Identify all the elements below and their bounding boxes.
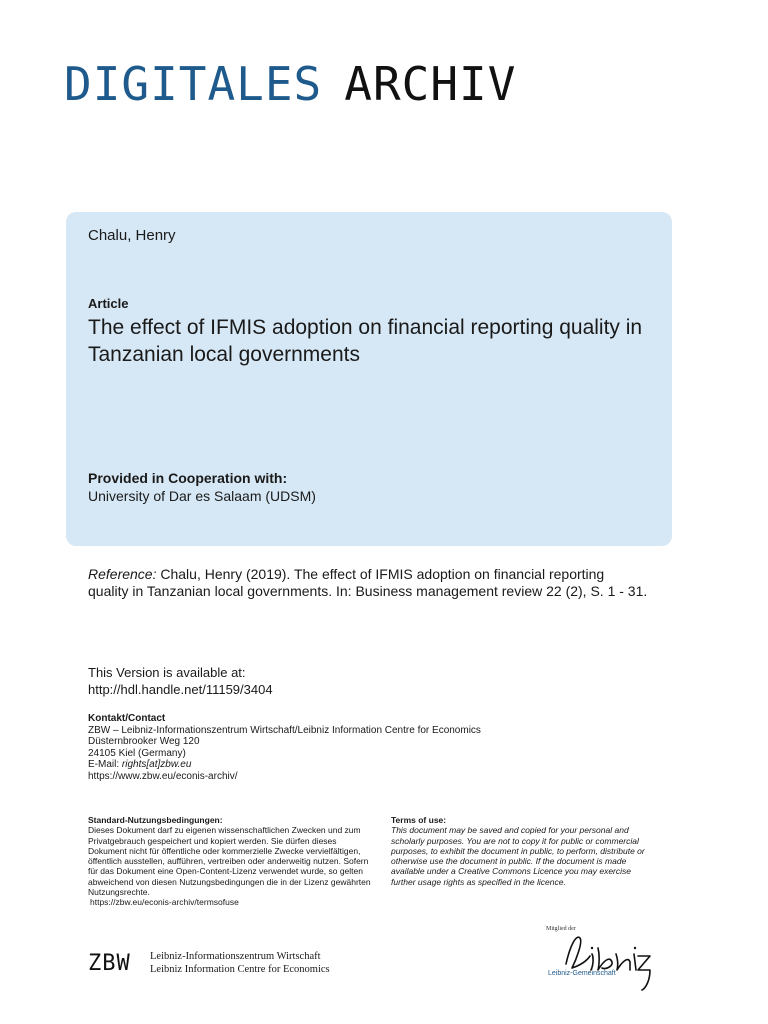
record-card — [66, 212, 672, 546]
leibniz-signature-icon — [546, 926, 656, 996]
terms-heading: Terms of use: — [391, 815, 447, 825]
cooperation-label: Provided in Cooperation with: — [88, 470, 288, 486]
usage-terms-body: Dieses Dokument darf zu eigenen wissenschaftlichen Zwecken und zum Privatgebrauch gespeichert und kopiert werden. Sie dürfen dieses Dokument nicht für öffentliche oder kommerzielle Zwecke vervielfältigen, öffentlich ausstellen, aufführen, vertreiben oder anderweitig nutzen. Sofern für das Dokument eine Open-Content-Lizenz verwendet wurde, so gelten abweichend von diesen Nutzungsbedingungen die in der Lizenz gewährten Nutzungsrechte. — [88, 825, 371, 898]
zbw-logo: ZBW — [88, 951, 131, 976]
contact-city: 24105 Kiel (Germany) — [88, 747, 186, 759]
contact-email-line — [88, 759, 481, 771]
author: Chalu, Henry — [88, 227, 176, 244]
contact-email-label: E-Mail: — [88, 759, 122, 770]
member-label: Mitglied der — [546, 926, 576, 932]
leibniz-membership-logo — [546, 926, 656, 996]
contact-org: ZBW – Leibniz-Informationszentrum Wirtschaft/Leibniz Information Centre for Economics — [88, 724, 481, 736]
leibniz-gemeinschaft-label: Leibniz-Gemeinschaft — [548, 970, 616, 977]
reference-label: Reference: — [88, 566, 157, 582]
usage-terms-heading: Standard-Nutzungsbedingungen: — [88, 815, 223, 825]
contact-block — [88, 713, 481, 782]
contact-email[interactable]: rights[at]zbw.eu — [121, 759, 192, 770]
logo-word-archiv: ARCHIV — [344, 57, 517, 111]
document-title: The effect of IFMIS adoption on financial reporting quality in Tanzanian local governments — [88, 316, 643, 366]
terms-body: This document may be saved and copied for your personal and scholarly purposes. You are not to copy it for public or commercial purposes, to exhibit the document in public, to perform, distribute or otherwise use the document in public. If the document is made available under a Creative Commons Licence you may exercise further usage rights as specified in the licence. — [391, 825, 645, 887]
document-type: Article — [88, 296, 129, 311]
contact-heading: Kontakt/Contact — [88, 713, 166, 724]
zbw-name-de: Leibniz-Informationszentrum Wirtschaft — [150, 951, 321, 962]
version-label: This Version is available at: — [88, 665, 246, 680]
version-url[interactable]: http://hdl.handle.net/11159/3404 — [88, 682, 273, 697]
zbw-names — [150, 951, 330, 976]
contact-street: Düsternbrooker Weg 120 — [88, 736, 200, 747]
version-info — [88, 664, 273, 698]
logo-word-digitales: DIGITALES — [64, 57, 323, 111]
usage-terms-link[interactable]: https://zbw.eu/econis-archiv/termsofuse — [90, 897, 239, 908]
cooperation-institution: University of Dar es Salaam (UDSM) — [88, 488, 316, 504]
digitales-archiv-logo — [64, 58, 516, 110]
terms-of-use — [391, 815, 653, 887]
contact-web[interactable]: https://www.zbw.eu/econis-archiv/ — [88, 770, 238, 782]
standard-usage-terms — [88, 815, 373, 908]
zbw-name-en: Leibniz Information Centre for Economics — [150, 963, 330, 975]
reference-text: Chalu, Henry (2019). The effect of IFMIS adoption on financial reporting quality in Tanzanian local governments. In: Business management review 22 (2), S. 1 - 31. — [88, 566, 648, 599]
reference — [88, 566, 648, 600]
